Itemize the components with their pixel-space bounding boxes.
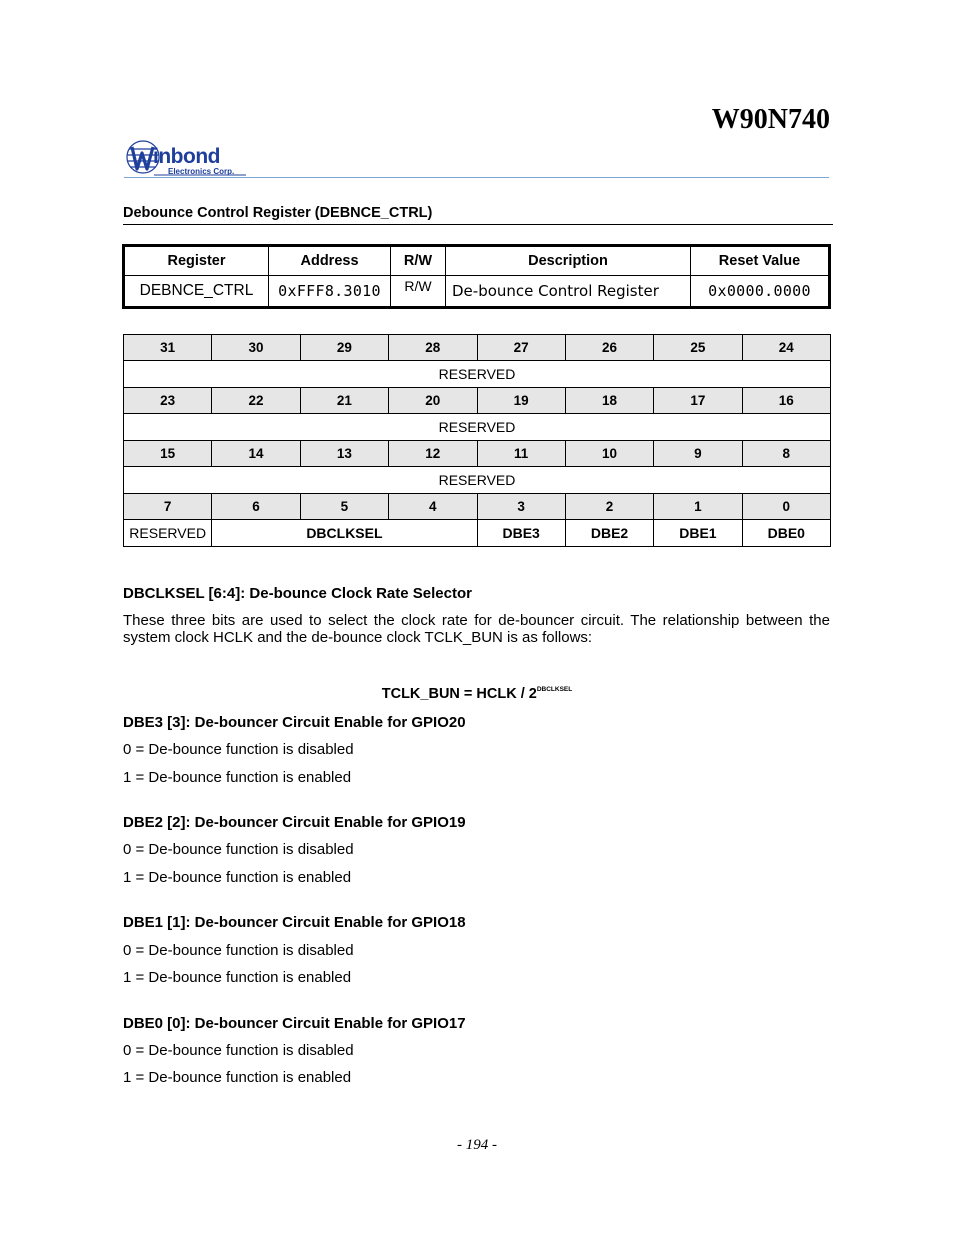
bit-number: 14 bbox=[212, 441, 300, 467]
cell-rw: R/W bbox=[391, 276, 446, 308]
header-rule bbox=[124, 177, 829, 178]
bit-field-dbe0: DBE0 bbox=[742, 520, 830, 547]
dbclksel-heading: DBCLKSEL [6:4]: De-bounce Clock Rate Selector bbox=[123, 585, 472, 602]
bit-number: 0 bbox=[742, 494, 830, 520]
register-table-header bbox=[124, 246, 830, 276]
bit-field-row bbox=[124, 414, 831, 441]
bit-number: 15 bbox=[124, 441, 212, 467]
dbe0-option-1: 1 = De-bounce function is enabled bbox=[123, 1069, 352, 1086]
clock-formula bbox=[0, 686, 954, 702]
bit-number-row bbox=[124, 335, 831, 361]
bit-number: 16 bbox=[742, 388, 830, 414]
bit-field-dbclksel: DBCLKSEL bbox=[212, 520, 477, 547]
dbe2-option-0: 0 = De-bounce function is disabled bbox=[123, 841, 354, 858]
table-row bbox=[124, 276, 830, 308]
bit-field-reserved: RESERVED bbox=[124, 467, 831, 494]
register-table bbox=[122, 244, 831, 309]
bit-number: 10 bbox=[565, 441, 653, 467]
bit-field-reserved: RESERVED bbox=[124, 520, 212, 547]
bit-field-dbe1: DBE1 bbox=[654, 520, 742, 547]
bit-number: 9 bbox=[654, 441, 742, 467]
bit-number: 25 bbox=[654, 335, 742, 361]
bit-number: 24 bbox=[742, 335, 830, 361]
dbe3-option-1: 1 = De-bounce function is enabled bbox=[123, 769, 352, 786]
section-rule bbox=[123, 224, 833, 225]
bit-number: 26 bbox=[565, 335, 653, 361]
bit-number: 23 bbox=[124, 388, 212, 414]
bit-number: 4 bbox=[389, 494, 477, 520]
bit-number-row bbox=[124, 441, 831, 467]
document-id: W90N740 bbox=[711, 104, 830, 135]
dbe2-heading: DBE2 [2]: De-bouncer Circuit Enable for GPIO19 bbox=[123, 814, 466, 831]
logo-wordmark: inbond bbox=[153, 145, 220, 168]
bit-field-reserved: RESERVED bbox=[124, 414, 831, 441]
bit-number: 8 bbox=[742, 441, 830, 467]
bit-number: 13 bbox=[300, 441, 388, 467]
dbe3-heading: DBE3 [3]: De-bouncer Circuit Enable for GPIO20 bbox=[123, 714, 466, 731]
bit-map-table bbox=[123, 334, 831, 547]
bit-number: 27 bbox=[477, 335, 565, 361]
bit-number: 18 bbox=[565, 388, 653, 414]
dbe1-heading: DBE1 [1]: De-bouncer Circuit Enable for GPIO18 bbox=[123, 914, 466, 931]
page-number: - 194 - bbox=[457, 1137, 497, 1153]
bit-number: 1 bbox=[654, 494, 742, 520]
cell-description: De-bounce Control Register bbox=[446, 276, 691, 308]
bit-number: 31 bbox=[124, 335, 212, 361]
bit-number: 11 bbox=[477, 441, 565, 467]
bit-field-reserved: RESERVED bbox=[124, 361, 831, 388]
dbe0-heading: DBE0 [0]: De-bouncer Circuit Enable for GPIO17 bbox=[123, 1015, 466, 1032]
bit-number: 6 bbox=[212, 494, 300, 520]
logo-subtitle: Electronics Corp. bbox=[168, 167, 235, 176]
cell-register: DEBNCE_CTRL bbox=[124, 276, 269, 308]
dbe2-option-1: 1 = De-bounce function is enabled bbox=[123, 869, 352, 886]
bit-number: 29 bbox=[300, 335, 388, 361]
bit-number-row bbox=[124, 388, 831, 414]
bit-number: 3 bbox=[477, 494, 565, 520]
section-title: Debounce Control Register (DEBNCE_CTRL) bbox=[123, 205, 433, 221]
bit-number: 12 bbox=[389, 441, 477, 467]
cell-reset-value: 0x0000.0000 bbox=[691, 276, 830, 308]
bit-number: 30 bbox=[212, 335, 300, 361]
bit-number: 2 bbox=[565, 494, 653, 520]
bit-number: 5 bbox=[300, 494, 388, 520]
col-rw: R/W bbox=[391, 246, 446, 276]
cell-address: 0xFFF8.3010 bbox=[269, 276, 391, 308]
col-address: Address bbox=[269, 246, 391, 276]
bit-number: 17 bbox=[654, 388, 742, 414]
bit-field-row bbox=[124, 467, 831, 494]
bit-number: 21 bbox=[300, 388, 388, 414]
bit-number: 20 bbox=[389, 388, 477, 414]
dbclksel-description: These three bits are used to select the clock rate for de-bouncer circuit. The relationship between the system clock HCLK and the de-bounce clock TCLK_BUN is as follows: bbox=[123, 612, 830, 646]
bit-number: 7 bbox=[124, 494, 212, 520]
formula-exponent: DBCLKSEL bbox=[536, 686, 573, 693]
dbe1-option-0: 0 = De-bounce function is disabled bbox=[123, 942, 354, 959]
formula-text: TCLK_BUN = HCLK / 2 bbox=[381, 686, 537, 702]
bit-field-row bbox=[124, 520, 831, 547]
dbe0-option-0: 0 = De-bounce function is disabled bbox=[123, 1042, 354, 1059]
bit-number: 19 bbox=[477, 388, 565, 414]
col-register: Register bbox=[124, 246, 269, 276]
dbe1-option-1: 1 = De-bounce function is enabled bbox=[123, 969, 352, 986]
bit-number: 28 bbox=[389, 335, 477, 361]
bit-field-dbe2: DBE2 bbox=[565, 520, 653, 547]
bit-number-row bbox=[124, 494, 831, 520]
bit-field-row bbox=[124, 361, 831, 388]
col-description: Description bbox=[446, 246, 691, 276]
dbe3-option-0: 0 = De-bounce function is disabled bbox=[123, 741, 354, 758]
bit-number: 22 bbox=[212, 388, 300, 414]
bit-field-dbe3: DBE3 bbox=[477, 520, 565, 547]
col-reset-value: Reset Value bbox=[691, 246, 830, 276]
